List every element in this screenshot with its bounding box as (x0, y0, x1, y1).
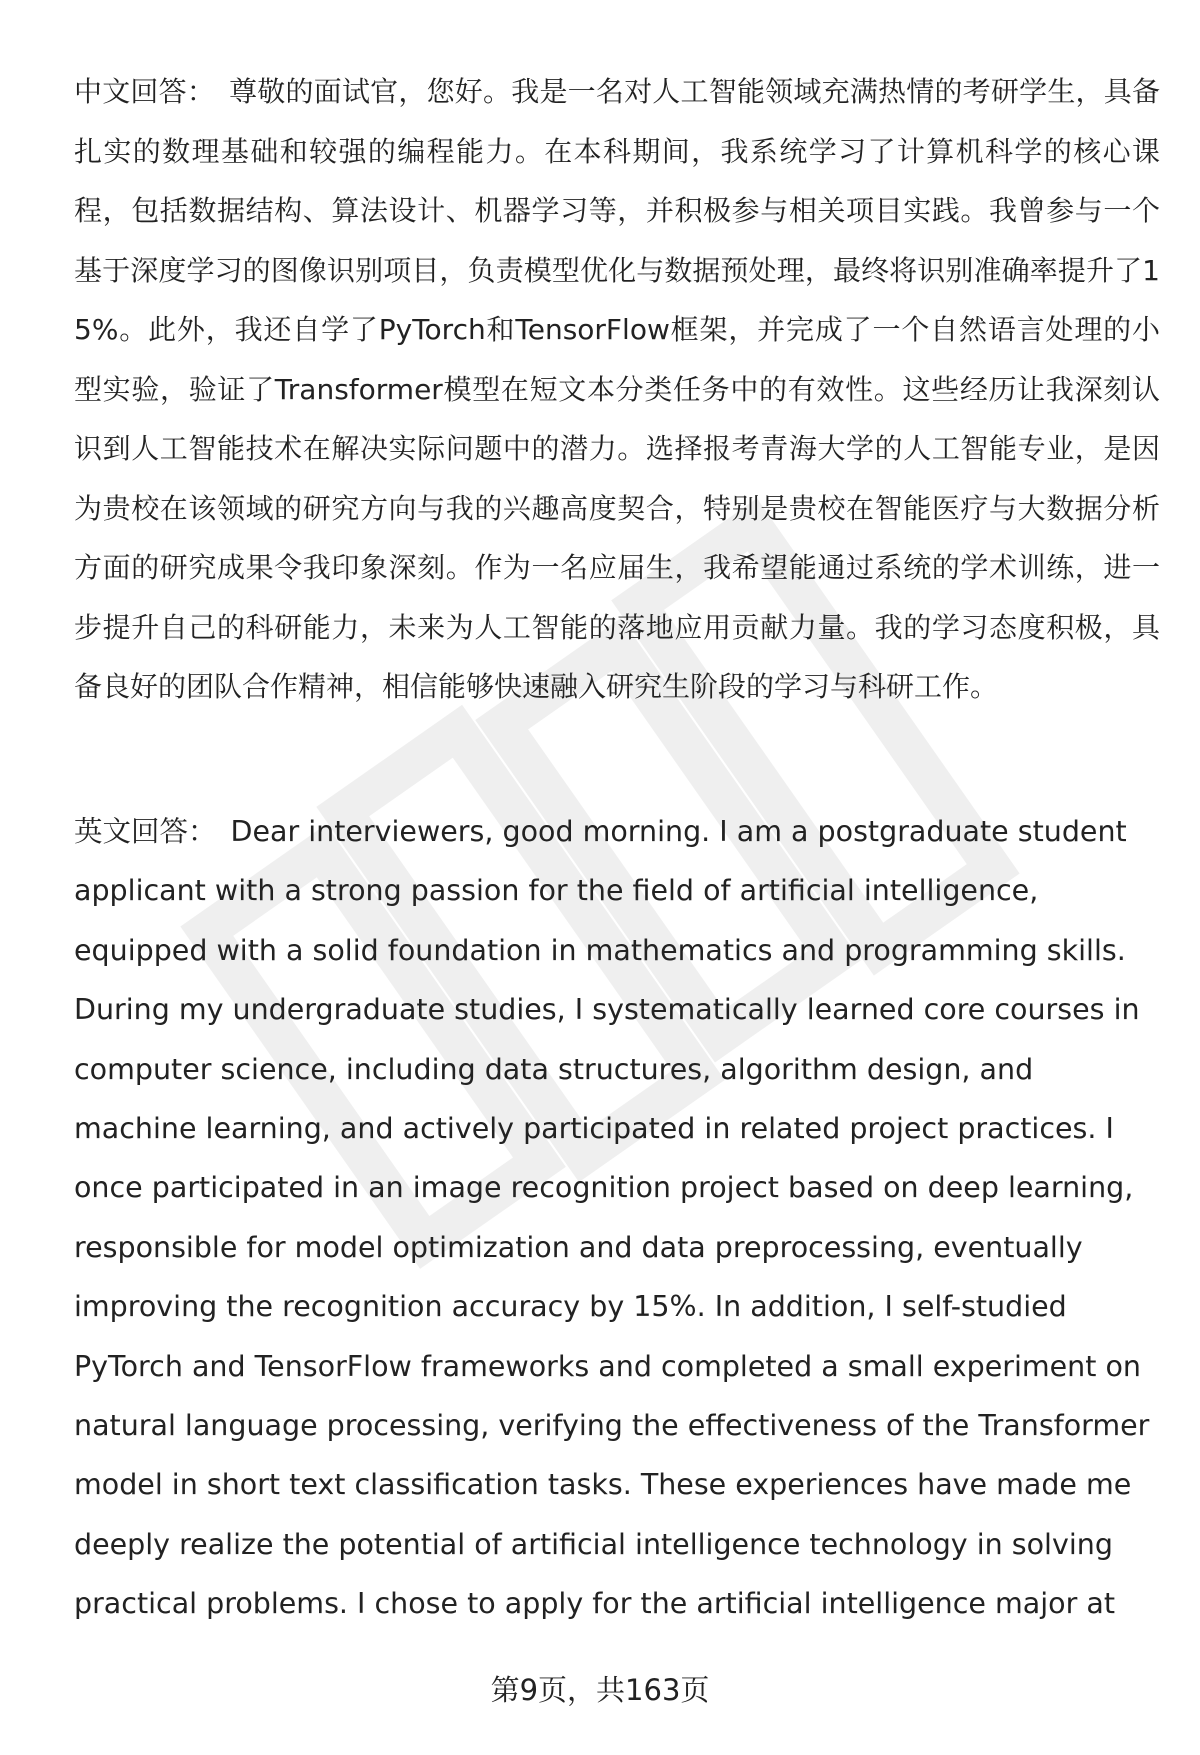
english-answer-paragraph (74, 802, 1160, 1634)
english-answer-label: 英文回答： (74, 815, 217, 848)
page-number-footer: 第9页，共163页 (490, 1673, 710, 1707)
chinese-answer-label: 中文回答： (74, 75, 216, 108)
chinese-answer-text: 尊敬的面试官，您好。我是一名对人工智能领域充满热情的考研学生，具备扎实的数理基础和较强的编程能力。在本科期间，我系统学习了计算机科学的核心课程，包括数据结构、算法设计、机器学习等，并积极参与相关项目实践。我曾参与一个基于深度学习的图像识别项目，负责模型优化与数据预处理，最终将识别准确率提升了15%。此外，我还自学了PyTorch和TensorFlow框架，并完成了一个自然语言处理的小型实验，验证了Transformer模型在短文本分类任务中的有效性。这些经历让我深刻认识到人工智能技术在解决实际问题中的潜力。选择报考青海大学的人工智能专业，是因为贵校在该领域的研究方向与我的兴趣高度契合，特别是贵校在智能医疗与大数据分析方面的研究成果令我印象深刻。作为一名应届生，我希望能通过系统的学术训练，进一步提升自己的科研能力，未来为人工智能的落地应用贡献力量。我的学习态度积极，具备良好的团队合作精神，相信能够快速融入研究生阶段的学习与科研工作。 (74, 75, 1160, 703)
english-answer-text: Dear interviewers, good morning. I am a postgraduate student applicant with a strong passion for the field of artificial intelligence, equipped with a solid foundation in mathematics and programming skills. During my undergraduate studies, I systematically learned core courses in computer science, including data structures, algorithm design, and machine learning, and actively participated in related project practices. I once participated in an image recognition project based on deep learning, responsible for model optimization and data preprocessing, eventually improving the recognition accuracy by 15%. In addition, I self-studied PyTorch and TensorFlow frameworks and completed a small experiment on natural language processing, verifying the effectiveness of the Transformer model in short text classification tasks. These experiences have made me deeply realize the potential of artificial intelligence technology in solving practical problems. I chose to apply for the artificial intelligence major at (74, 815, 1150, 1621)
chinese-answer-paragraph (74, 62, 1160, 717)
